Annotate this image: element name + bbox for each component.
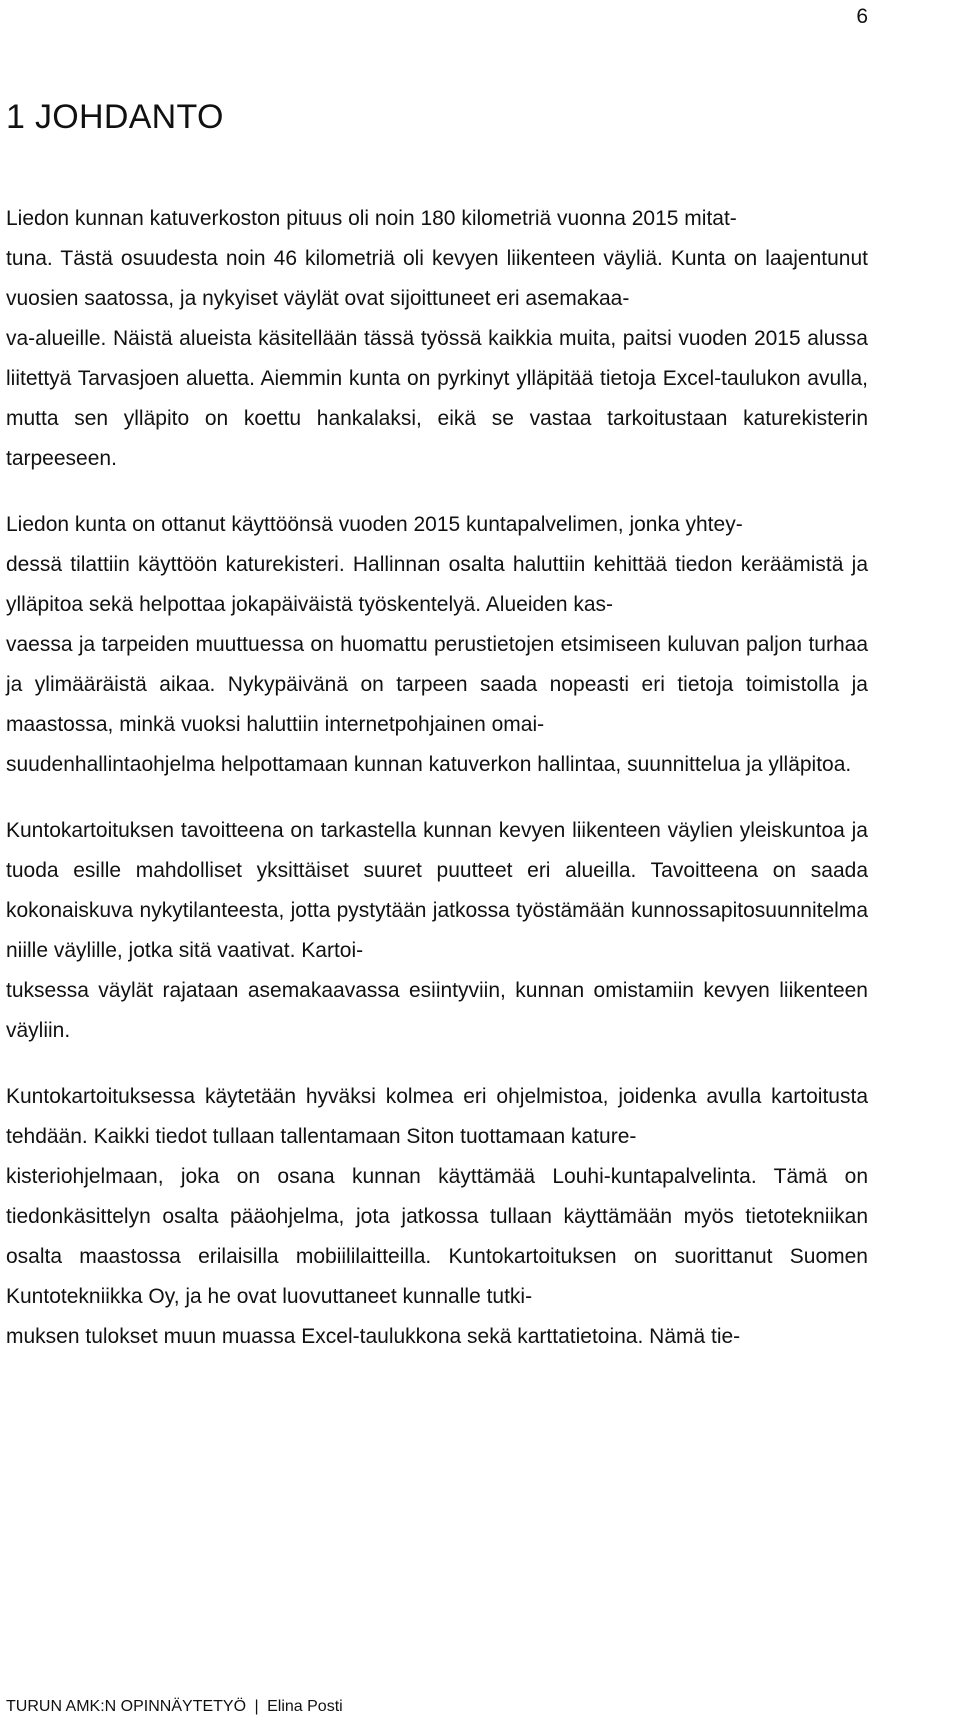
body-text	[6, 199, 868, 1357]
paragraph-3: Kuntokartoituksen tavoitteena on tarkastella kunnan kevyen liikenteen väylien yleiskuntoa ja tuoda esille mahdolliset yksittäiset suuret puutteet eri alueilla. Tavoitteena on saada kokonaiskuva nykytilanteesta, jotta pystytään jatkossa työstämään kunnossapitosuunnitelma niille väylille, jotka sitä vaativat. Kartoi- tuksessa väylät rajataan asemakaavassa esiintyviin, kunnan omistamiin kevyen liikenteen väyliin.	[6, 819, 868, 1042]
footer-separator: |	[254, 1698, 259, 1715]
paragraph-4: Kuntokartoituksessa käytetään hyväksi kolmea eri ohjelmistoa, joidenka avulla kartoitusta tehdään. Kaikki tiedot tullaan tallentamaan Siton tuottamaan kature- kisteriohjelmaan, joka on osana kunnan käyttämää Louhi-kuntapalvelinta. Tämä on tiedonkäsittelyn osalta pääohjelma, jota jatkossa tullaan käyttämään myös tietotekniikan osalta maastossa erilaisilla mobiililaitteilla. Kuntokartoituksen on suorittanut Suomen Kuntotekniikka Oy, ja he ovat luovuttaneet kunnalle tutki- muksen tulokset muun muassa Excel-taulukkona sekä karttatietoina. Nämä tie-	[6, 1085, 868, 1348]
footer-institution: TURUN AMK:N OPINNÄYTETYÖ	[6, 1698, 247, 1715]
paragraph-gap	[6, 785, 868, 811]
paragraph-gap	[6, 1051, 868, 1077]
paragraph-gap	[6, 479, 868, 505]
paragraph-2: Liedon kunta on ottanut käyttöönsä vuoden 2015 kuntapalvelimen, jonka yhtey- dessä tilattiin käyttöön katurekisteri. Hallinnan osalta haluttiin kehittää tiedon keräämistä ja ylläpitoa sekä helpottaa jokapäiväistä työskentelyä. Alueiden kas- vaessa ja tarpeiden muuttuessa on huomattu perustietojen etsimiseen kuluvan paljon turhaa ja ylimääräistä aikaa. Nykypäivänä on tarpeen saada nopeasti eri tietoja toimistolla ja maastossa, minkä vuoksi haluttiin internetpohjainen omai- suudenhallintaohjelma helpottamaan kunnan katuverkon hallintaa, suunnittelua ja ylläpitoa.	[6, 513, 868, 776]
page-footer	[6, 1695, 343, 1719]
paragraph-1: Liedon kunnan katuverkoston pituus oli noin 180 kilometriä vuonna 2015 mitat- tuna. Tästä osuudesta noin 46 kilometriä oli kevyen liikenteen väyliä. Kunta on laajentunut vuosien saatossa, ja nykyiset väylät ovat sijoittuneet eri asemakaa- va-alueille. Näistä alueista käsitellään tässä työssä kaikkia muita, paitsi vuoden 2015 alussa liitettyä Tarvasjoen aluetta. Aiemmin kunta on pyrkinyt ylläpitää tietoja Excel-taulukon avulla, mutta sen ylläpito on koettu hankalaksi, eikä se vastaa tarkoitustaan katurekisterin tarpeeseen.	[6, 207, 868, 470]
chapter-heading: 1 JOHDANTO	[6, 98, 224, 136]
footer-author: Elina Posti	[267, 1698, 343, 1715]
page-number: 6	[856, 5, 868, 28]
